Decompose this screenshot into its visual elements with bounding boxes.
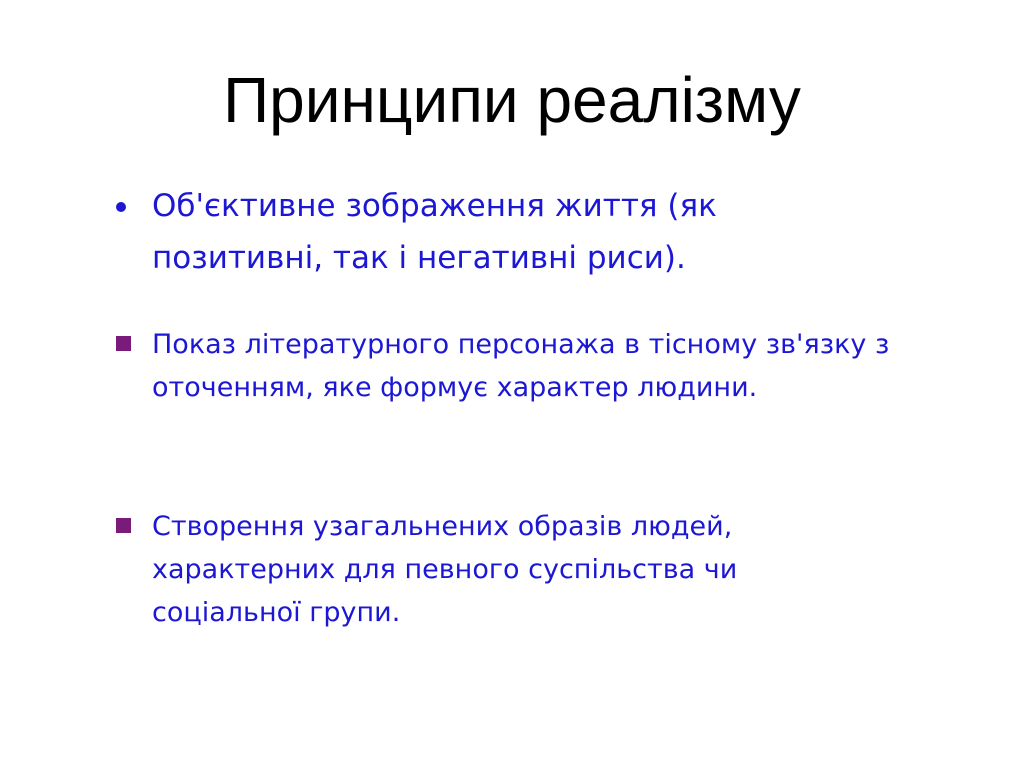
- bullet-text: Створення узагальнених образів людей, характерних для певного суспільства чи соціальної групи.: [152, 511, 738, 628]
- dot-icon: [116, 202, 126, 212]
- square-icon: [116, 336, 131, 351]
- bullet-text: Показ літературного персонажа в тісному зв'язку з оточенням, яке формує характер людини.: [152, 329, 890, 403]
- bullet-item: [110, 505, 890, 634]
- bullet-text: Об'єктивне зображення життя (як позитивні, так і негативні риси).: [152, 188, 717, 276]
- slide-title: Принципи реалізму: [223, 64, 801, 136]
- bullet-item: [110, 323, 890, 409]
- square-icon: [116, 518, 131, 533]
- bullet-item: [110, 180, 890, 284]
